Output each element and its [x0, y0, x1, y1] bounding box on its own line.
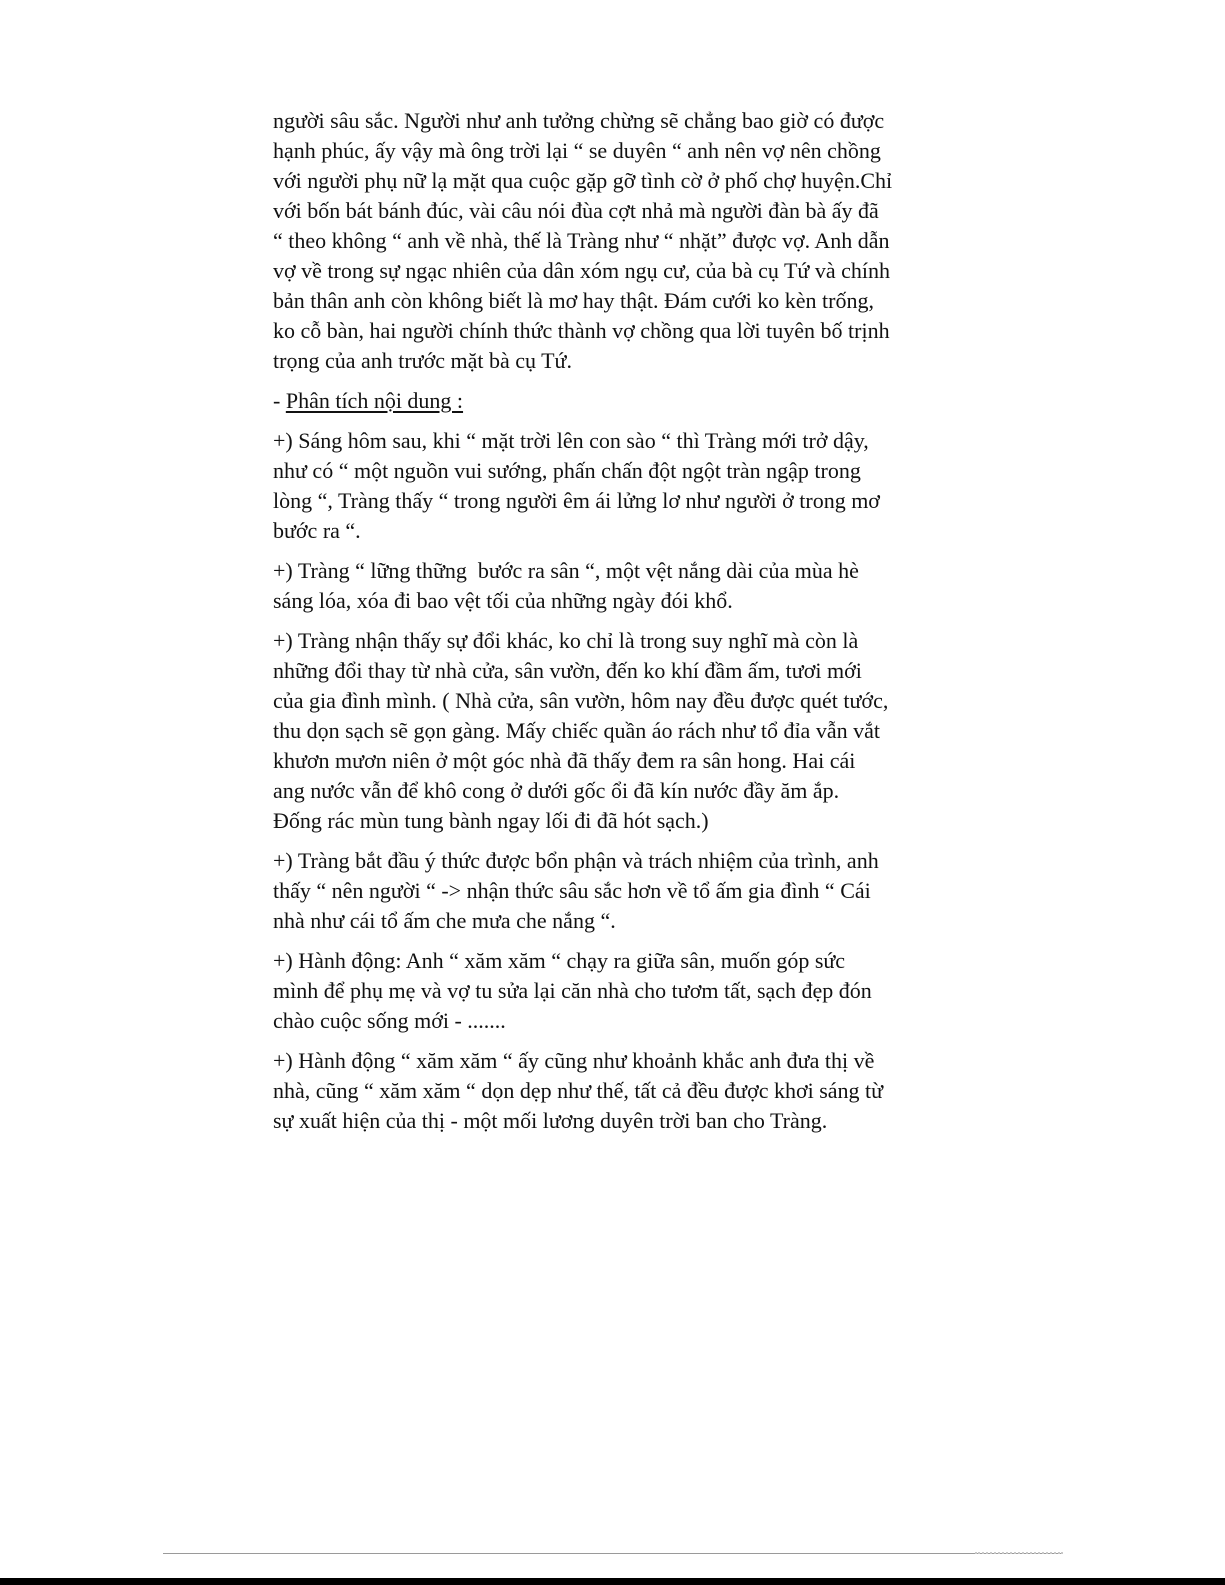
paragraph-conclusion: [273, 1046, 973, 1136]
text-line: +) Hành động: Anh “ xăm xăm “ chạy ra giữa sân, muốn góp sức: [273, 948, 846, 973]
text-line: +) Hành động “ xăm xăm “ ấy cũng như khoảnh khắc anh đưa thị về: [273, 1048, 875, 1073]
text-line: thấy “ nên người “ -> nhận thức sâu sắc hơn về tổ ấm gia đình “ Cái: [273, 878, 871, 903]
text-line: nhà như cái tổ ấm che mưa che nắng “.: [273, 908, 616, 933]
heading-prefix: -: [273, 388, 286, 413]
paragraph-morning: [273, 426, 973, 546]
paragraph-responsibility: [273, 846, 973, 936]
text-line: ang nước vẫn để khô cong ở dưới gốc ổi đã kín nước đầy ăm ắp.: [273, 778, 840, 803]
page-divider-tail: [975, 1552, 1063, 1554]
paragraph-yard: [273, 556, 973, 616]
heading-text: Phân tích nội dung :: [285, 388, 464, 413]
paragraph-action: [273, 946, 973, 1036]
text-line: với bốn bát bánh đúc, vài câu nói đùa cợt nhả mà người đàn bà ấy đã: [273, 198, 879, 223]
text-line: vợ về trong sự ngạc nhiên của dân xóm ngụ cư, của bà cụ Tứ và chính: [273, 258, 890, 283]
text-line: những đổi thay từ nhà cửa, sân vườn, đến ko khí đầm ấm, tươi mới: [273, 658, 862, 683]
text-line: “ theo không “ anh về nhà, thế là Tràng như “ nhặt” được vợ. Anh dẫn: [273, 228, 890, 253]
section-heading: [273, 386, 973, 416]
text-line: trọng của anh trước mặt bà cụ Tứ.: [273, 348, 572, 373]
text-line: Đống rác mùn tung bành ngay lối đi đã hót sạch.): [273, 808, 709, 833]
text-line: sự xuất hiện của thị - một mối lương duyên trời ban cho Tràng.: [273, 1108, 828, 1133]
paragraph-intro: [273, 106, 973, 376]
text-line: của gia đình mình. ( Nhà cửa, sân vườn, hôm nay đều được quét tước,: [273, 688, 889, 713]
text-line: nhà, cũng “ xăm xăm “ dọn dẹp như thế, tất cả đều được khơi sáng từ: [273, 1078, 884, 1103]
text-line: lòng “, Tràng thấy “ trong người êm ái lửng lơ như người ở trong mơ: [273, 488, 880, 513]
text-line: người sâu sắc. Người như anh tưởng chừng sẽ chẳng bao giờ có được: [273, 108, 885, 133]
text-line: +) Tràng bắt đầu ý thức được bổn phận và trách nhiệm của trình, anh: [273, 848, 879, 873]
document-body: [273, 106, 973, 1146]
page-divider: [163, 1553, 1063, 1554]
text-line: bước ra “.: [273, 518, 361, 543]
bottom-edge-bar: [0, 1578, 1225, 1585]
text-line: +) Sáng hôm sau, khi “ mặt trời lên con sào “ thì Tràng mới trở dậy,: [273, 428, 869, 453]
text-line: hạnh phúc, ấy vậy mà ông trời lại “ se duyên “ anh nên vợ nên chồng: [273, 138, 881, 163]
text-line: với người phụ nữ lạ mặt qua cuộc gặp gỡ tình cờ ở phố chợ huyện.Chỉ: [273, 168, 893, 193]
heading-line: [273, 386, 973, 416]
text-line: mình để phụ mẹ và vợ tu sửa lại căn nhà cho tươm tất, sạch đẹp đón: [273, 978, 872, 1003]
paragraph-changes: [273, 626, 973, 836]
text-line: chào cuộc sống mới - .......: [273, 1008, 506, 1033]
text-line: như có “ một nguồn vui sướng, phấn chấn đột ngột tràn ngập trong: [273, 458, 861, 483]
text-line: +) Tràng nhận thấy sự đổi khác, ko chỉ là trong suy nghĩ mà còn là: [273, 628, 859, 653]
text-line: sáng lóa, xóa đi bao vệt tối của những ngày đói khổ.: [273, 588, 733, 613]
text-line: ko cỗ bàn, hai người chính thức thành vợ chồng qua lời tuyên bố trịnh: [273, 318, 890, 343]
text-line: thu dọn sạch sẽ gọn gàng. Mấy chiếc quần áo rách như tổ đỉa vẫn vắt: [273, 718, 880, 743]
text-line: +) Tràng “ lững thững bước ra sân “, một vệt nắng dài của mùa hè: [273, 558, 859, 583]
text-line: bản thân anh còn không biết là mơ hay thật. Đám cưới ko kèn trống,: [273, 288, 874, 313]
text-line: khươn mươn niên ở một góc nhà đã thấy đem ra sân hong. Hai cái: [273, 748, 856, 773]
